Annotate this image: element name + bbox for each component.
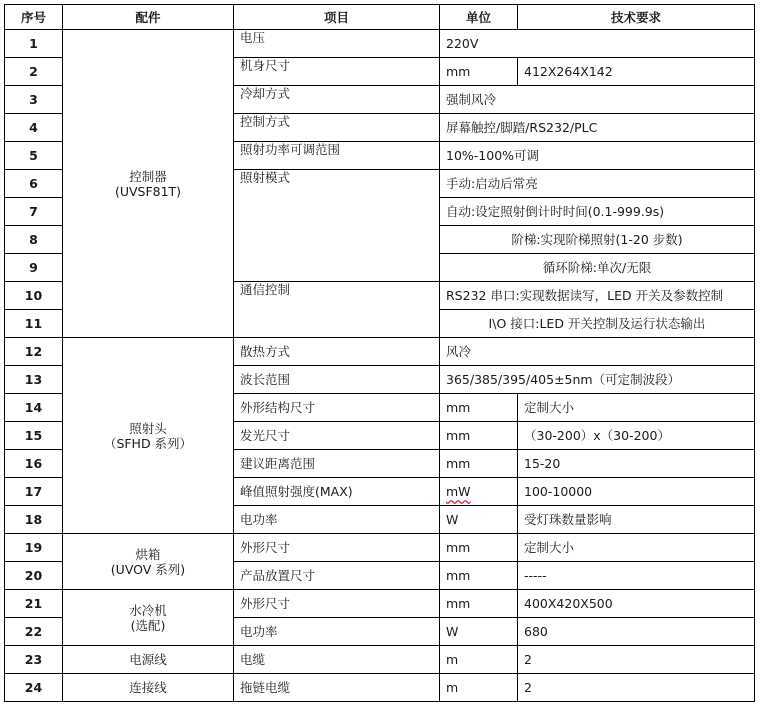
row-number: 21	[5, 590, 63, 618]
item-cell: 散热方式	[234, 338, 440, 366]
row-number: 24	[5, 674, 63, 702]
item-cell: 电功率	[234, 506, 440, 534]
item-cell: 外形尺寸	[234, 590, 440, 618]
item-cell: 波长范围	[234, 366, 440, 394]
row-number: 3	[5, 86, 63, 114]
unit-cell: mm	[440, 534, 518, 562]
unit-req-cell: 手动:启动后常亮	[440, 170, 755, 198]
header-req: 技术要求	[518, 5, 755, 30]
req-cell: 定制大小	[518, 394, 755, 422]
item-cell: 外形结构尺寸	[234, 394, 440, 422]
row-number: 8	[5, 226, 63, 254]
item-cell: 电功率	[234, 618, 440, 646]
part-model: (选配)	[130, 617, 166, 633]
table-row	[5, 674, 755, 702]
item-cell: 建议距离范围	[234, 450, 440, 478]
req-cell: （30-200）x（30-200）	[518, 422, 755, 450]
row-number: 1	[5, 30, 63, 58]
item-cell: 电压	[234, 30, 440, 58]
unit-cell: W	[440, 618, 518, 646]
part-model: （SFHD 系列）	[103, 435, 193, 451]
part-oven	[63, 534, 234, 590]
row-number: 4	[5, 114, 63, 142]
row-number: 9	[5, 254, 63, 282]
table-row	[5, 338, 755, 366]
unit-req-cell: 强制风冷	[440, 86, 755, 114]
row-number: 23	[5, 646, 63, 674]
unit-cell: W	[440, 506, 518, 534]
header-part: 配件	[63, 5, 234, 30]
req-cell: 100-10000	[518, 478, 755, 506]
header-unit: 单位	[440, 5, 518, 30]
item-cell: 机身尺寸	[234, 58, 440, 86]
req-cell: 2	[518, 646, 755, 674]
item-cell: 控制方式	[234, 114, 440, 142]
req-cell: 定制大小	[518, 534, 755, 562]
part-power-cable: 电源线	[63, 646, 234, 674]
row-number: 11	[5, 310, 63, 338]
item-cell: 照射功率可调范围	[234, 142, 440, 170]
unit-req-cell: 365/385/395/405±5nm（可定制波段）	[440, 366, 755, 394]
table-row	[5, 534, 755, 562]
row-number: 13	[5, 366, 63, 394]
part-head	[63, 338, 234, 534]
row-number: 16	[5, 450, 63, 478]
row-number: 22	[5, 618, 63, 646]
header-idx: 序号	[5, 5, 63, 30]
part-link-cable: 连接线	[63, 674, 234, 702]
row-number: 2	[5, 58, 63, 86]
item-cell: 产品放置尺寸	[234, 562, 440, 590]
row-number: 5	[5, 142, 63, 170]
part-name: 烘箱	[135, 546, 161, 562]
header-row	[5, 5, 755, 30]
unit-req-cell: 风冷	[440, 338, 755, 366]
spec-table	[4, 4, 755, 702]
unit-cell-wrap	[440, 478, 518, 506]
part-name: 照射头	[129, 420, 167, 436]
unit-req-cell: 自动:设定照射倒计时时间(0.1-999.9s)	[440, 198, 755, 226]
unit-req-cell: 10%-100%可调	[440, 142, 755, 170]
row-number: 18	[5, 506, 63, 534]
unit-cell: mW	[446, 484, 471, 499]
unit-cell: mm	[440, 590, 518, 618]
unit-req-cell: 阶梯:实现阶梯照射(1-20 步数)	[440, 226, 755, 254]
unit-cell: mm	[440, 450, 518, 478]
item-cell: 电缆	[234, 646, 440, 674]
unit-cell: mm	[440, 422, 518, 450]
item-cell: 通信控制	[234, 282, 440, 338]
unit-req-cell: 循环阶梯:单次/无限	[440, 254, 755, 282]
row-number: 6	[5, 170, 63, 198]
table-row	[5, 590, 755, 618]
part-model: (UVOV 系列)	[110, 561, 186, 577]
row-number: 10	[5, 282, 63, 310]
header-item: 项目	[234, 5, 440, 30]
part-model: (UVSF81T)	[114, 183, 182, 199]
unit-req-cell: I\O 接口:LED 开关控制及运行状态输出	[440, 310, 755, 338]
row-number: 12	[5, 338, 63, 366]
row-number: 20	[5, 562, 63, 590]
item-cell: 拖链电缆	[234, 674, 440, 702]
row-number: 17	[5, 478, 63, 506]
req-cell: 400X420X500	[518, 590, 755, 618]
unit-cell: m	[440, 674, 518, 702]
part-name: 水冷机	[129, 602, 167, 618]
req-cell: 15-20	[518, 450, 755, 478]
item-cell: 照射模式	[234, 170, 440, 282]
row-number: 7	[5, 198, 63, 226]
row-number: 15	[5, 422, 63, 450]
item-cell: 外形尺寸	[234, 534, 440, 562]
part-chiller	[63, 590, 234, 646]
part-controller	[63, 30, 234, 338]
part-name: 控制器	[129, 168, 167, 184]
table-row	[5, 30, 755, 58]
row-number: 14	[5, 394, 63, 422]
req-cell: 受灯珠数量影响	[518, 506, 755, 534]
item-cell: 冷却方式	[234, 86, 440, 114]
unit-req-cell: 220V	[440, 30, 755, 58]
unit-cell: mm	[440, 562, 518, 590]
item-cell: 峰值照射强度(MAX)	[234, 478, 440, 506]
unit-cell: mm	[440, 58, 518, 86]
req-cell: -----	[518, 562, 755, 590]
row-number: 19	[5, 534, 63, 562]
unit-req-cell: 屏幕触控/脚踏/RS232/PLC	[440, 114, 755, 142]
table-row	[5, 646, 755, 674]
unit-req-cell: RS232 串口:实现数据读写，LED 开关及参数控制	[440, 282, 755, 310]
req-cell: 680	[518, 618, 755, 646]
req-cell: 412X264X142	[518, 58, 755, 86]
unit-cell: mm	[440, 394, 518, 422]
req-cell: 2	[518, 674, 755, 702]
item-cell: 发光尺寸	[234, 422, 440, 450]
unit-cell: m	[440, 646, 518, 674]
